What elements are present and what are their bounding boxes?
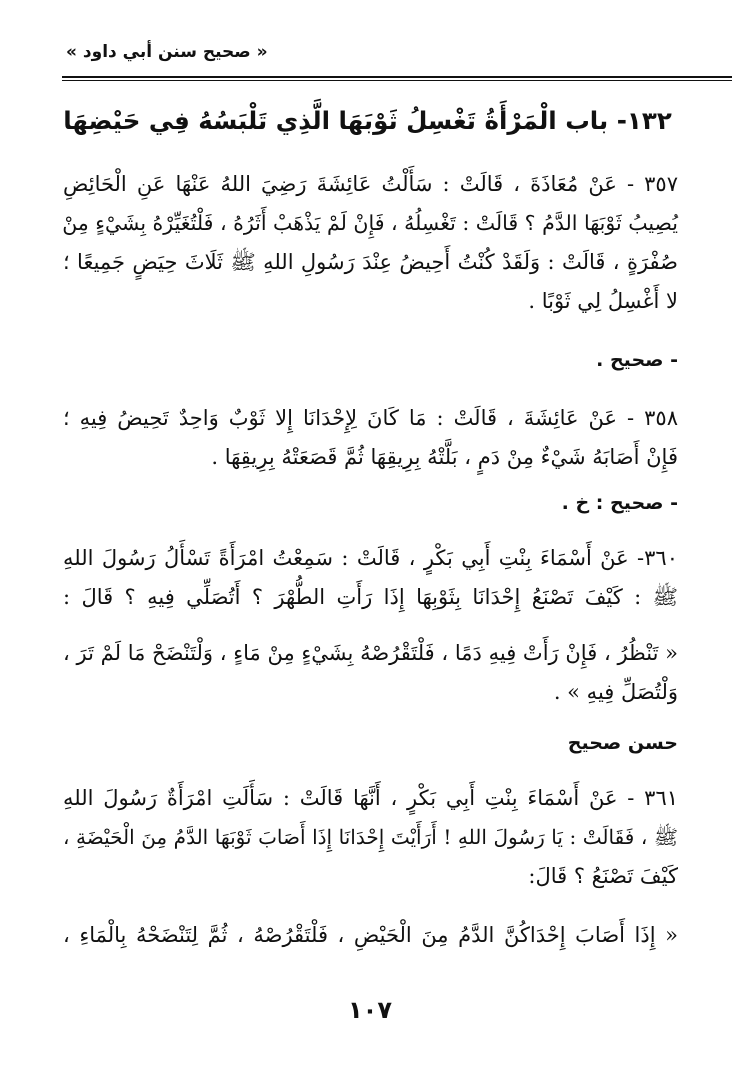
hadith-357-grade: - صحيح .	[596, 349, 678, 371]
running-head: « صحيح سنن أبي داود »	[66, 42, 268, 62]
hadith-357-line-1: ٣٥٧ - عَنْ مُعَاذَةَ ، قَالَتْ : سَأَلْتُ عَائِشَةَ رَضِيَ اللهُ عَنْهَا عَنِ الْحَائِضِ	[63, 172, 678, 196]
hadith-361-line-1: ٣٦١ - عَنْ أَسْمَاءَ بِنْتِ أَبِي بَكْرٍ ، أَنَّهَا قَالَتْ : سَأَلَتِ امْرَأَةٌ رَسُولَ اللهِ	[63, 786, 679, 810]
hadith-358-line-1: ٣٥٨ - عَنْ عَائِشَةَ ، قَالَتْ : مَا كَانَ لِإِحْدَانَا إِلا ثَوْبٌ وَاحِدٌ تَحِيضُ فِيهِ ؛	[63, 406, 678, 430]
hadith-357-line-3: صُفْرَةٍ ، قَالَتْ : وَلَقَدْ كُنْتُ أَحِيضُ عِنْدَ رَسُولِ اللهِ ﷺ ثَلَاثَ حِيَضٍ جَمِيعًا ؛	[63, 250, 678, 274]
hadith-358-grade: - صحيح : خ .	[561, 492, 678, 514]
hadith-361-line-3: كَيْفَ تَصْنَعُ ؟ قَالَ:	[528, 864, 678, 888]
hadith-360-line-4: وَلْتُصَلِّ فِيهِ » .	[553, 680, 678, 704]
header-rule	[62, 76, 732, 78]
hadith-360-grade: حسن صحيح	[567, 732, 678, 754]
chapter-title: ١٣٢- باب الْمَرْأَةُ تَغْسِلُ ثَوْبَهَا الَّذِي تَلْبَسُهُ فِي حَيْضِهَا	[63, 106, 672, 135]
hadith-360-line-1: ٣٦٠- عَنْ أَسْمَاءَ بِنْتِ أَبِي بَكْرٍ ، قَالَتْ : سَمِعْتُ امْرَأَةً تَسْأَلُ رَسُولَ اللهِ	[63, 546, 678, 570]
header-rule-thin	[62, 80, 732, 81]
hadith-361-line-2: ﷺ ، فَقَالَتْ : يَا رَسُولَ اللهِ ! أَرَأَيْتَ إِحْدَانَا إِذَا أَصَابَ ثَوْبَهَا الدَّمُ مِنَ الْحَيْضَةِ ،	[63, 825, 678, 849]
hadith-358-line-2: فَإِنْ أَصَابَهُ شَيْءٌ مِنْ دَمٍ ، بَلَّتْهُ بِرِيقِهَا ثُمَّ قَصَعَتْهُ بِرِيقِهَا .	[211, 445, 678, 469]
hadith-357-line-4: لا أَغْسِلُ لِي ثَوْبًا .	[528, 289, 678, 313]
hadith-360-line-3: « تَنْظُرُ ، فَإِنْ رَأَتْ فِيهِ دَمًا ، فَلْتَقْرُصْهُ بِشَيْءٍ مِنْ مَاءٍ ، وَلْتَنْضَحْ مَا لَمْ تَرَ ،	[63, 641, 678, 665]
page-number: ١٠٧	[348, 996, 392, 1024]
hadith-361-line-4: « إِذَا أَصَابَ إِحْدَاكُنَّ الدَّمُ مِنَ الْحَيْضِ ، فَلْتَقْرُصْهُ ، ثُمَّ لِتَنْضَحْهُ بِالْمَاءِ ،	[63, 923, 678, 947]
hadith-360-line-2: ﷺ : كَيْفَ تَصْنَعُ إِحْدَانَا بِثَوْبِهَا إِذَا رَأَتِ الطُّهْرَ ؟ أَتُصَلِّي فِيهِ ؟ قَالَ :	[63, 585, 678, 609]
hadith-357-line-2: يُصِيبُ ثَوْبَهَا الدَّمُ ؟ قَالَتْ : تَغْسِلُهُ ، فَإِنْ لَمْ يَذْهَبْ أَثَرُهُ ، فَلْتُغَيِّرْهُ بِشَيْءٍ مِنْ	[62, 211, 678, 235]
